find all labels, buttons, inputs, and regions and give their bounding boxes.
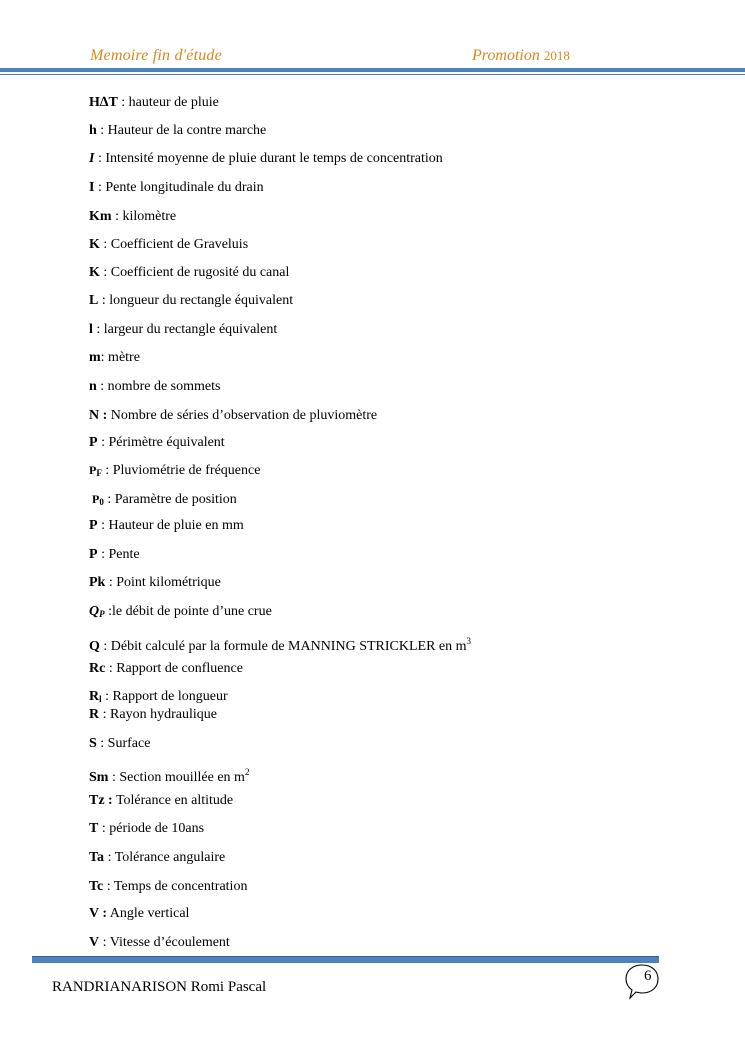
entry-definition: : Débit calculé par la formule de MANNING STRICKLER en m [99,639,467,654]
entry-row [89,575,221,591]
entry-row [89,707,217,723]
entry-symbol: V : [89,906,108,921]
entry-symbol: Km [89,209,112,224]
entry-subscript: P [99,609,105,619]
entry-symbol: P [92,492,100,506]
entry-row [89,237,248,253]
entry-row [89,689,228,707]
entry-row [89,736,150,752]
footer-author: RANDRIANARISON Romi Pascal [52,979,267,995]
entry-definition: : Rayon hydraulique [99,707,217,722]
entry-symbol: P [89,547,98,562]
entry-definition: : Rapport de longueur [101,689,228,704]
entry-definition: : Intensité moyenne de pluie durant le temps de concentration [94,151,443,166]
entry-definition: : Pente [97,547,140,562]
entry-definition: : période de 10ans [98,821,205,836]
entry-row [89,180,264,196]
entry-symbol: V [89,935,100,950]
entry-definition: : Point kilométrique [105,575,221,590]
entry-definition: : longueur du rectangle équivalent [98,293,294,308]
entry-symbol: Ta [89,850,105,865]
entry-symbol: h [89,123,97,138]
entry-definition: : Pluviométrie de fréquence [101,463,261,478]
entry-row [89,935,230,951]
entry-symbol: l [89,322,93,337]
entry-row [89,408,377,424]
entry-definition: : Hauteur de la contre marche [96,123,267,138]
entry-definition: : kilomètre [111,209,177,224]
entry-symbol: R [89,707,100,722]
entry-definition: : mètre [100,350,140,365]
speech-bubble-icon [624,962,660,1002]
entry-definition: : Surface [96,736,151,751]
entry-row [89,322,277,338]
entry-symbol: I [89,151,95,166]
entry-definition: :le débit de pointe d’une crue [104,604,272,619]
entry-row [89,850,225,866]
entry-superscript: 2 [244,767,250,777]
entry-row [89,435,225,451]
entry-row [89,821,204,837]
entry-row [89,793,233,809]
footer-rule [32,956,659,963]
entry-definition: : Section mouillée en m [108,770,245,785]
entry-definition: : Hauteur de pluie en mm [97,518,244,533]
entry-symbol: Sm [89,770,109,785]
header-promotion-label: Promotion [472,47,540,64]
entry-subscript: F [96,468,102,478]
entry-row [89,95,219,111]
entry-symbol: R [89,689,100,704]
entry-definition: : Périmètre équivalent [97,435,225,450]
entry-definition: Tolérance en altitude [112,793,234,808]
entry-row [89,661,243,677]
entry-symbol: K [89,265,100,280]
entry-row [89,265,289,281]
entry-definition: : Coefficient de rugosité du canal [99,265,290,280]
entry-symbol: S [89,736,97,751]
entry-symbol: P [89,463,97,477]
entry-subscript: 0 [99,497,104,507]
page-number: 6 [644,968,652,984]
entry-row [89,462,260,481]
entry-definition: Angle vertical [107,906,190,921]
entry-row [89,151,443,167]
entry-row [89,604,272,622]
header-year: 2018 [543,48,570,63]
entry-row [92,491,237,510]
entry-row [89,518,244,534]
entry-row [89,379,220,395]
entry-symbol: N : [89,408,108,423]
entry-definition: : Temps de concentration [103,879,248,894]
entry-definition: : Paramètre de position [103,492,237,507]
entry-subscript: l [99,694,102,704]
entry-row [89,633,471,655]
entry-row [89,209,176,225]
entry-definition: : Rapport de confluence [105,661,243,676]
entry-definition: : Pente longitudinale du drain [94,180,264,195]
entry-symbol: H∆T [89,95,118,110]
entry-symbol: Q [89,604,100,619]
entry-definition: : nombre de sommets [96,379,221,394]
entry-row [89,293,293,309]
entry-symbol: K [89,237,100,252]
entry-symbol: Pk [89,575,106,590]
entry-superscript: 3 [466,636,472,646]
entry-row [89,123,266,139]
header-promotion [472,47,570,65]
entry-symbol: T [89,821,99,836]
entry-definition: : largeur du rectangle équivalent [92,322,278,337]
entry-symbol: m [89,350,101,365]
entry-definition: : hauteur de pluie [117,95,219,110]
entry-definition: : Coefficient de Graveluis [99,237,249,252]
header-memoire-title: Memoire fin d'étude [90,47,222,64]
entry-symbol: P [89,518,98,533]
entry-symbol: Q [89,639,100,654]
entry-definition: Nombre de séries d’observation de pluviomètre [107,408,378,423]
entry-symbol: L [89,293,99,308]
entry-symbol: Tc [89,879,104,894]
entry-symbol: I [89,180,95,195]
entry-symbol: n [89,379,97,394]
entry-definition: : Tolérance angulaire [104,850,226,865]
entry-row [89,547,140,563]
entry-row [89,879,247,895]
header-rule [0,68,745,72]
entry-symbol: P [89,435,98,450]
entry-symbol: Rc [89,661,106,676]
entry-row [89,906,189,922]
entry-symbol: Tz : [89,793,113,808]
entry-definition: : Vitesse d’écoulement [99,935,230,950]
header-rule-thin [0,74,745,75]
entry-row [89,350,140,366]
entry-row [89,764,249,786]
